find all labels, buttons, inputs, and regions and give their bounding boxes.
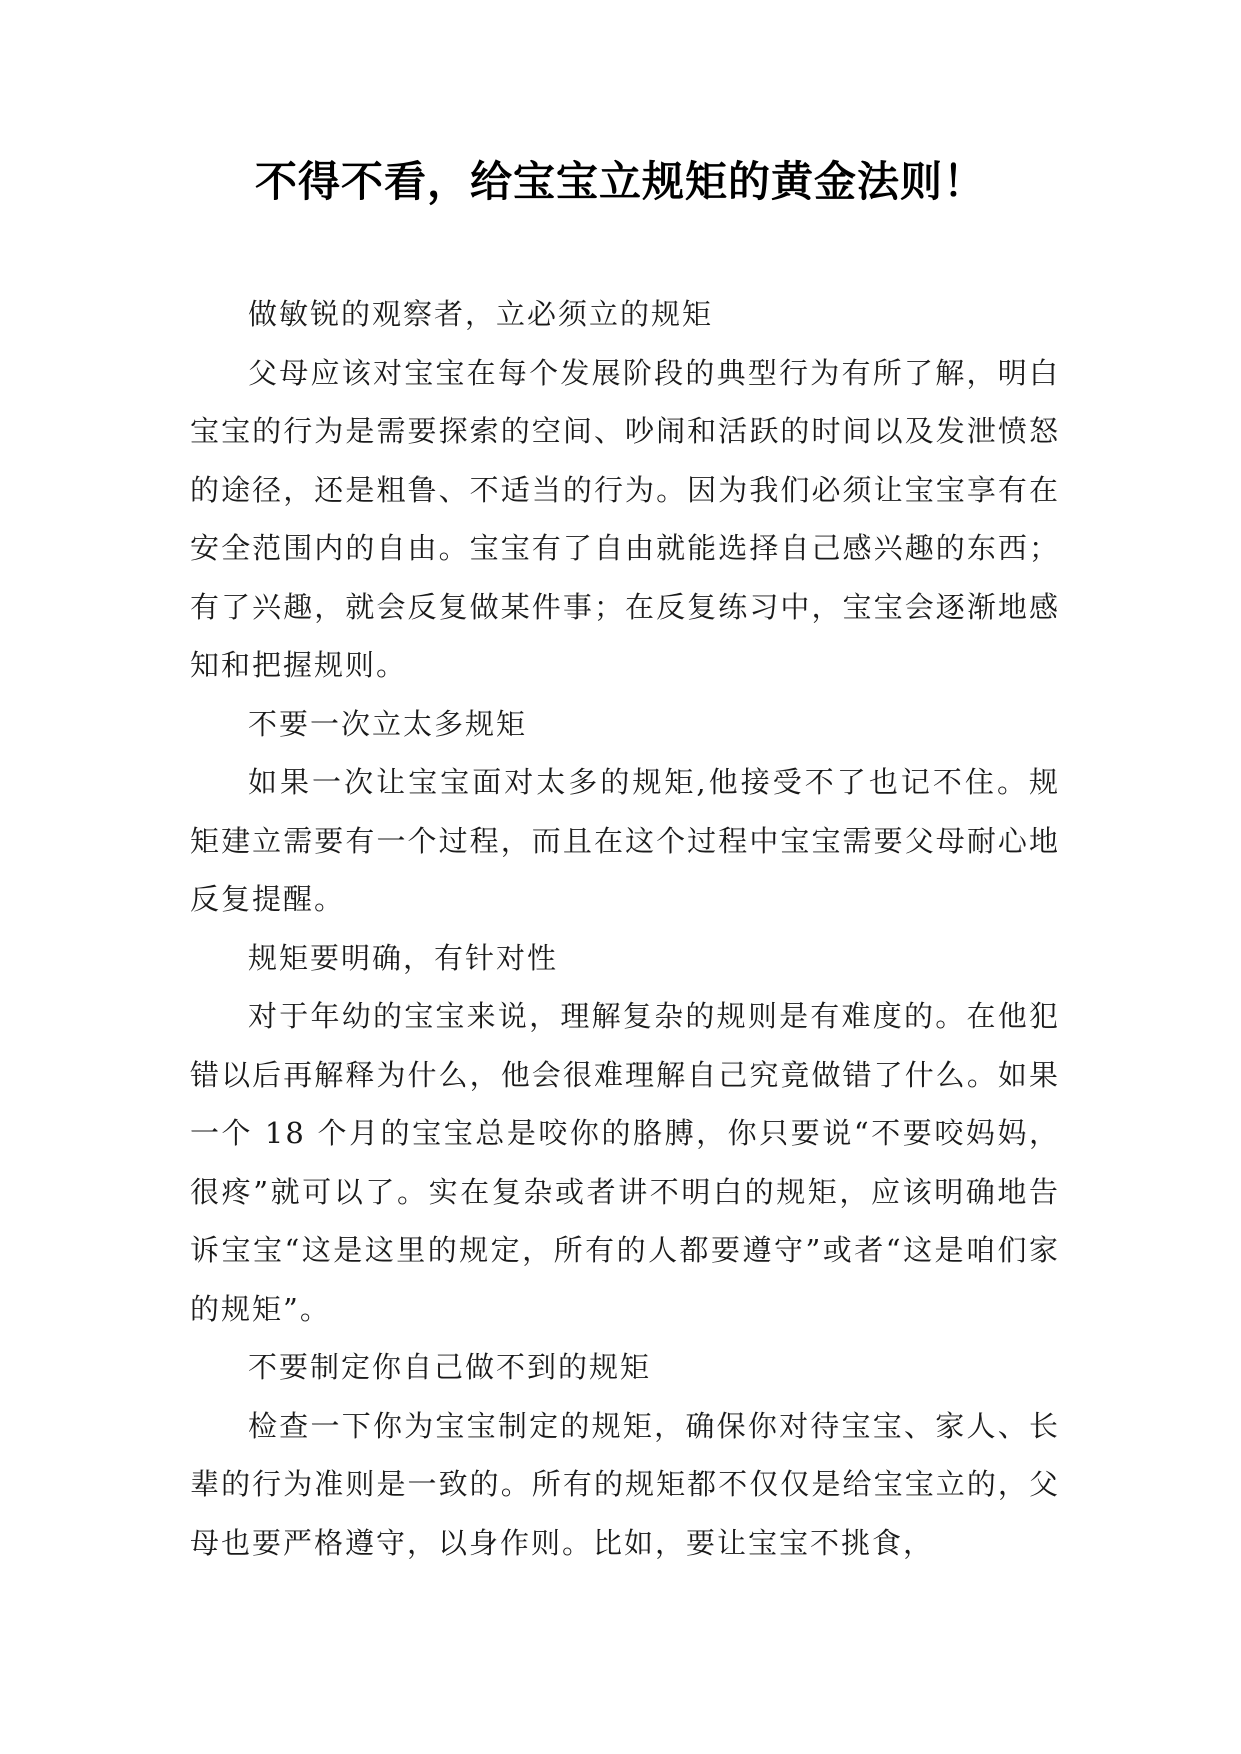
section-heading-observer: 做敏锐的观察者，立必须立的规矩 (248, 297, 714, 331)
paragraph-clear-rules: 对于年幼的宝宝来说，理解复杂的规则是有难度的。在他犯错以后再解释为什么，他会很难理解自己究竟做错了什么。如果一个 18 个月的宝宝总是咬你的胳膊，你只要说“不要咬妈妈，很疼”就可以了。实在复杂或者讲不明白的规矩，应该明确地告诉宝宝“这是这里的规定，所有的人都要遵守”或者“这是咱们家的规矩”。 (190, 999, 1060, 1326)
document-body (190, 285, 1060, 1572)
paragraph-observer: 父母应该对宝宝在每个发展阶段的典型行为有所了解，明白宝宝的行为是需要探索的空间、吵闹和活跃的时间以及发泄愤怒的途径，还是粗鲁、不适当的行为。因为我们必须让宝宝享有在安全范围内的自由。宝宝有了自由就能选择自己感兴趣的东西；有了兴趣，就会反复做某件事；在反复练习中，宝宝会逐渐地感知和把握规则。 (190, 355, 1060, 682)
section-heading-keep-rules: 不要制定你自己做不到的规矩 (248, 1350, 652, 1384)
paragraph-keep-rules: 检查一下你为宝宝制定的规矩，确保你对待宝宝、家人、长辈的行为准则是一致的。所有的规矩都不仅仅是给宝宝立的，父母也要严格遵守，以身作则。比如，要让宝宝不挑食， (190, 1408, 1060, 1560)
paragraph-not-too-many: 如果一次让宝宝面对太多的规矩,他接受不了也记不住。规矩建立需要有一个过程，而且在这个过程中宝宝需要父母耐心地反复提醒。 (190, 765, 1060, 916)
document-title: 不得不看，给宝宝立规矩的黄金法则！ (254, 157, 986, 206)
section-heading-not-too-many: 不要一次立太多规矩 (248, 706, 528, 741)
section-heading-clear-rules: 规矩要明确，有针对性 (248, 940, 559, 975)
